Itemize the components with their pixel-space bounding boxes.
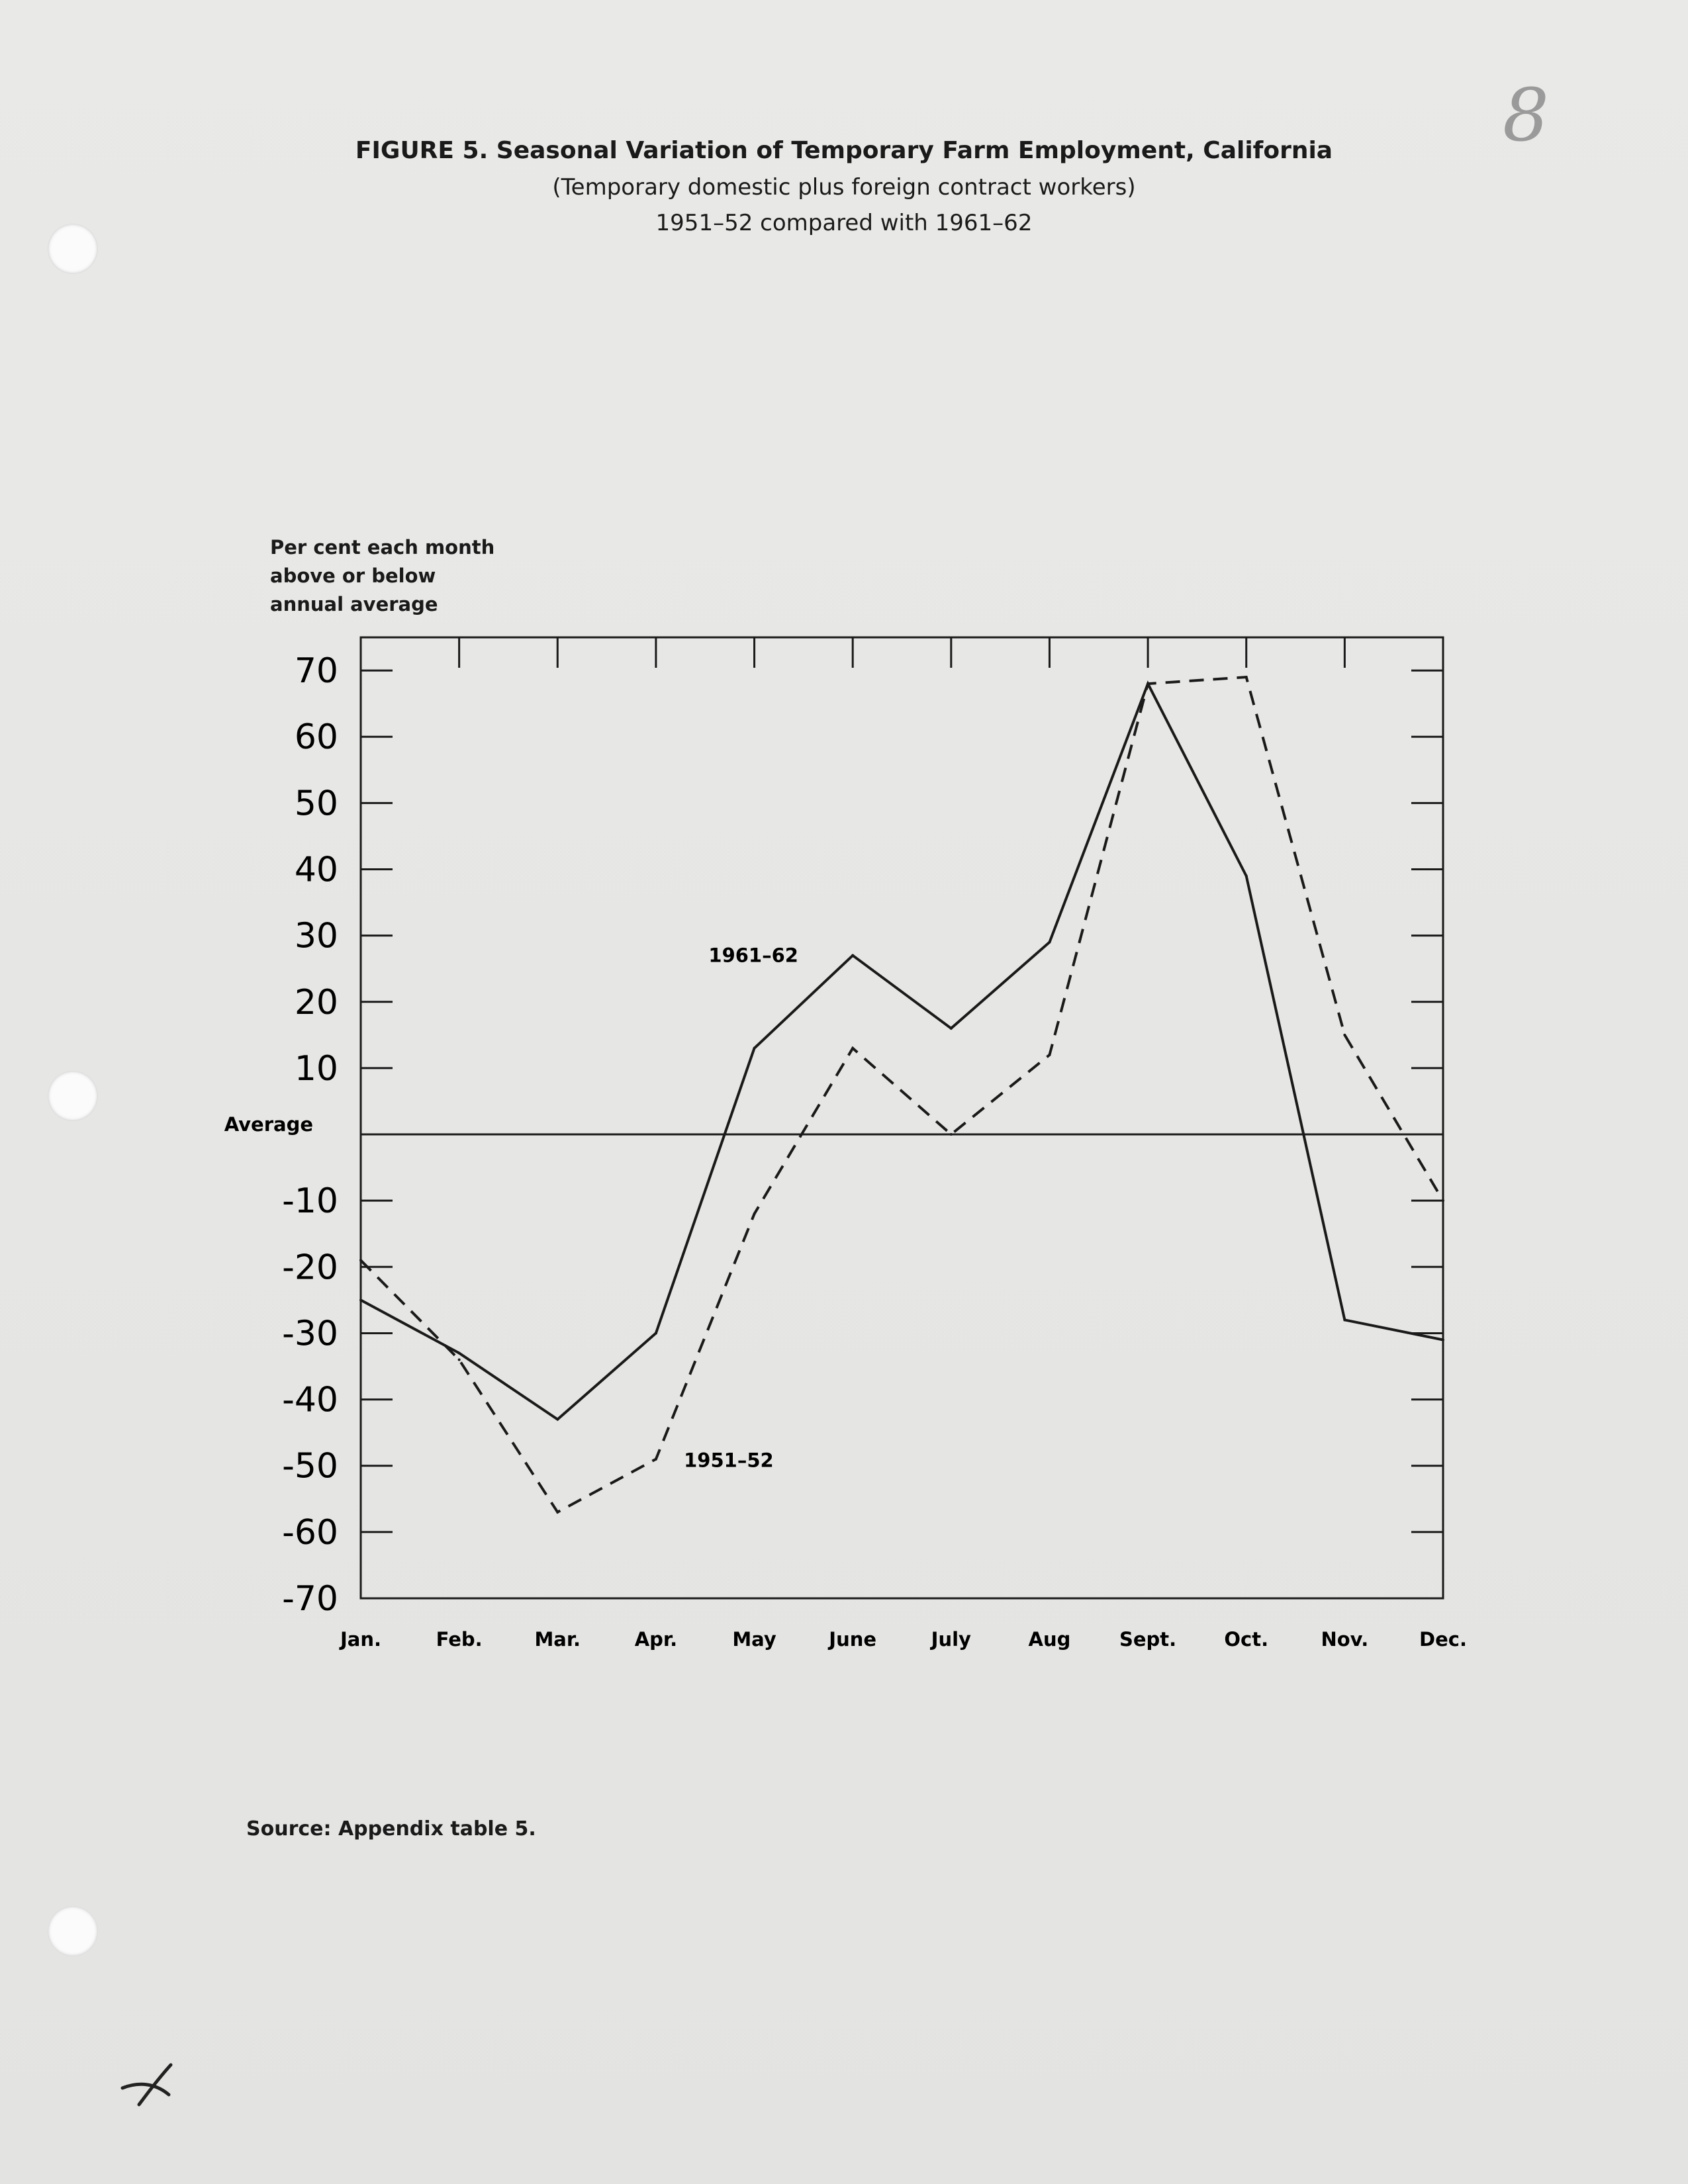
data-point (359, 1259, 362, 1261)
data-point (950, 1027, 953, 1030)
data-point (458, 1359, 461, 1361)
y-tick-label: -10 (282, 1181, 338, 1222)
chart-subtitle-years: 1951–52 compared with 1961–62 (655, 210, 1033, 236)
data-point (655, 1458, 657, 1461)
y-tick-label: 50 (294, 784, 338, 824)
data-point (359, 1298, 362, 1301)
chart-subtitle: (Temporary domestic plus foreign contract workers) (552, 174, 1136, 201)
data-point (753, 1047, 756, 1050)
data-point (1343, 1034, 1346, 1036)
y-tick-label: 60 (294, 717, 338, 758)
page-number: 8 (1503, 73, 1549, 158)
y-axis-title-line: Per cent each month (270, 536, 495, 559)
series-line-1961-62 (361, 684, 1443, 1420)
data-point (1442, 1338, 1444, 1341)
data-point (458, 1351, 461, 1354)
x-tick-label: Nov. (1321, 1628, 1369, 1651)
chart-title: FIGURE 5. Seasonal Variation of Temporary Farm Employment, California (355, 137, 1333, 164)
y-axis-title-line: above or below (270, 565, 436, 587)
x-tick-label: July (931, 1628, 971, 1651)
data-point (1048, 941, 1051, 944)
x-tick-label: Oct. (1224, 1628, 1269, 1651)
series-label-1961-62: 1961–62 (708, 944, 798, 967)
data-point (851, 1047, 854, 1050)
y-tick-label: -40 (282, 1380, 338, 1420)
data-point (1442, 1199, 1444, 1202)
y-tick-label: 40 (294, 850, 338, 890)
average-label: Average (224, 1113, 313, 1136)
x-tick-label: June (829, 1628, 877, 1651)
x-tick-label: Aug (1028, 1628, 1071, 1651)
data-point (1147, 682, 1149, 685)
data-point (1245, 874, 1248, 877)
x-tick-label: Sept. (1119, 1628, 1177, 1651)
y-tick-label: -70 (282, 1579, 338, 1619)
data-point (556, 1418, 559, 1421)
x-tick-label: Dec. (1419, 1628, 1467, 1651)
y-axis-title-line: annual average (270, 593, 438, 615)
data-point (1245, 676, 1248, 678)
source-note: Source: Appendix table 5. (246, 1817, 536, 1841)
data-point (851, 954, 854, 957)
series-line-1951-52 (361, 677, 1443, 1512)
x-tick-label: Apr. (634, 1628, 678, 1651)
y-tick-label: 30 (294, 916, 338, 956)
data-point (655, 1332, 657, 1334)
plot-frame (361, 637, 1443, 1598)
y-tick-label: 10 (294, 1048, 338, 1089)
x-tick-label: Feb. (436, 1628, 483, 1651)
x-tick-label: May (732, 1628, 776, 1651)
x-tick-label: Jan. (340, 1628, 382, 1651)
x-tick-label: Mar. (534, 1628, 581, 1651)
y-tick-label: 20 (294, 982, 338, 1023)
data-point (1343, 1318, 1346, 1321)
handwritten-check-mark (119, 2058, 199, 2111)
data-point (950, 1133, 953, 1136)
data-point (753, 1212, 756, 1215)
data-point (556, 1511, 559, 1514)
data-point (1048, 1054, 1051, 1056)
y-tick-label: 70 (294, 651, 338, 692)
y-tick-label: -20 (282, 1248, 338, 1288)
series-label-1951-52: 1951–52 (684, 1449, 774, 1472)
y-tick-label: -30 (282, 1314, 338, 1354)
y-tick-label: -50 (282, 1446, 338, 1486)
y-tick-label: -60 (282, 1512, 338, 1553)
